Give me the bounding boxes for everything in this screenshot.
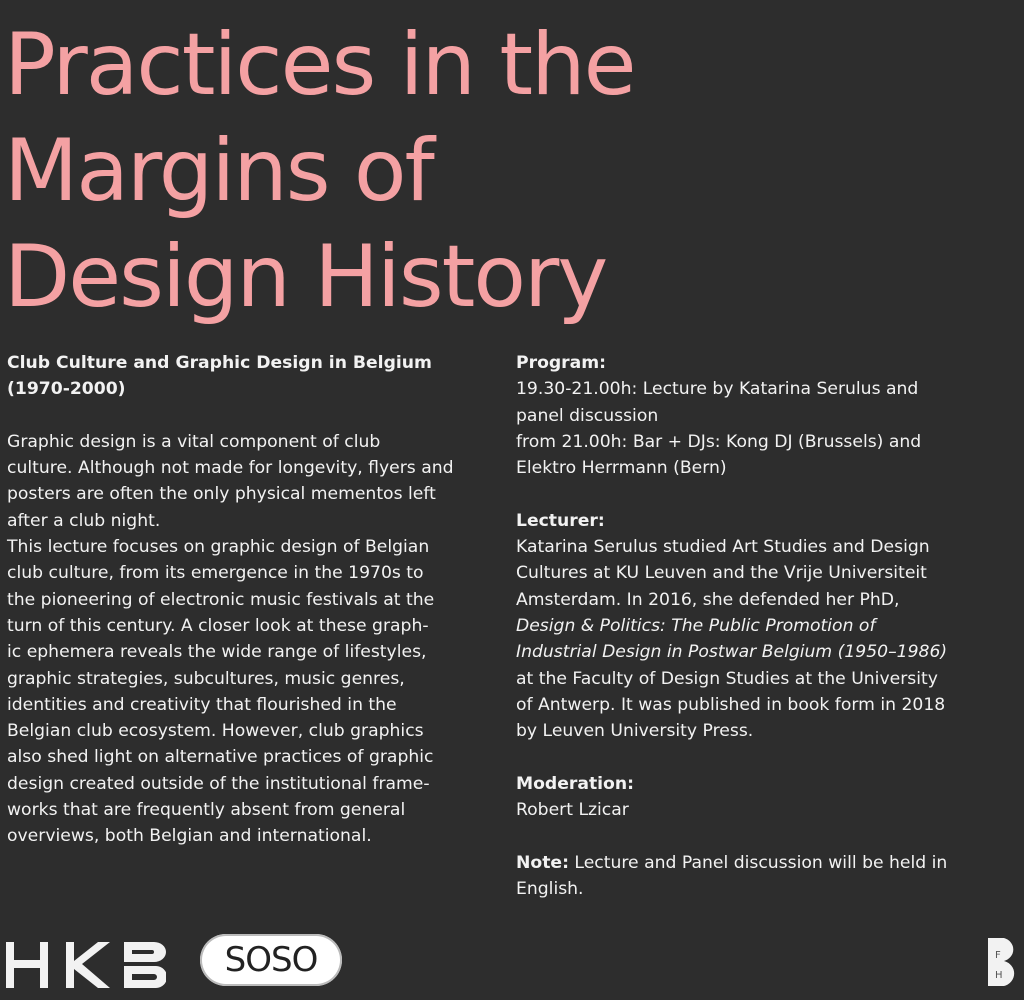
description-column — [7, 350, 499, 850]
text-line: the pioneering of electronic music festivals at the — [7, 589, 435, 610]
thesis-title-line: Design & Politics: The Public Promotion of — [516, 615, 876, 636]
text-line: graphic strategies, subcultures, music genres, — [7, 668, 405, 689]
note-text-line-2: English. — [516, 878, 584, 899]
text-line: Elektro Herrmann (Bern) — [516, 458, 727, 479]
text-line: Amsterdam. In 2016, she defended her PhD, — [516, 589, 900, 610]
text-line: also shed light on alternative practices of graphic — [7, 747, 434, 768]
note-label: Note: — [516, 852, 569, 873]
subtitle-line-1: Club Culture and Graphic Design in Belgium — [7, 353, 432, 373]
moderator-name: Robert Lzicar — [516, 800, 629, 821]
text-line: identities and creativity that flourished in the — [7, 694, 397, 715]
thesis-title-line: Industrial Design in Postwar Belgium (1950–1986) — [516, 642, 948, 663]
subtitle-line-2: (1970-2000) — [7, 379, 126, 400]
note — [516, 850, 1006, 903]
text-line: at the Faculty of Design Studies at the University — [516, 668, 938, 689]
text-line: 19.30-21.00h: Lecture by Katarina Serulus and — [516, 379, 919, 400]
text-line: overviews, both Belgian and international. — [7, 826, 372, 847]
text-line: of Antwerp. It was published in book form in 2018 — [516, 694, 946, 715]
title-line-2: Margins of — [4, 121, 433, 221]
lecture-subtitle — [7, 350, 499, 403]
lecturer-bio — [516, 534, 1006, 744]
text-line: design created outside of the institutional frame- — [7, 773, 430, 794]
title-line-3: Design History — [4, 227, 607, 327]
text-line: turn of this century. A closer look at these graph- — [7, 615, 429, 636]
text-line: from 21.00h: Bar + DJs: Kong DJ (Brussels) and — [516, 431, 922, 452]
text-line: works that are frequently absent from general — [7, 800, 406, 821]
moderation-label: Moderation: — [516, 773, 634, 794]
soso-logo: SOSO — [200, 934, 342, 986]
text-line: ic ephemera reveals the wide range of lifestyles, — [7, 642, 427, 663]
focus-paragraph — [7, 534, 499, 850]
bfh-letter-f: F — [995, 950, 1001, 961]
bfh-logo-icon — [986, 938, 1018, 986]
title-line-1: Practices in the — [4, 15, 635, 115]
note-text: Lecture and Panel discussion will be held in — [568, 852, 948, 873]
text-line: after a club night. — [7, 510, 161, 531]
bfh-letter-h: H — [995, 970, 1003, 981]
text-line: posters are often the only physical mementos left — [7, 484, 436, 505]
lecturer-label: Lecturer: — [516, 510, 605, 531]
page-title — [4, 12, 1004, 330]
text-line: Graphic design is a vital component of club — [7, 431, 381, 452]
details-column — [516, 350, 1006, 902]
text-line: culture. Although not made for longevity, flyers and — [7, 458, 454, 479]
intro-paragraph — [7, 429, 499, 534]
text-line: Cultures at KU Leuven and the Vrije Universiteit — [516, 563, 927, 584]
text-line: Katarina Serulus studied Art Studies and Design — [516, 537, 930, 558]
program-label: Program: — [516, 353, 607, 373]
text-line: club culture, from its emergence in the 1970s to — [7, 563, 424, 584]
hkb-logo-icon — [6, 942, 166, 988]
program-text — [516, 376, 1006, 481]
text-line: Belgian club ecosystem. However, club graphics — [7, 721, 424, 742]
text-line: by Leuven University Press. — [516, 721, 754, 742]
text-line: This lecture focuses on graphic design of Belgian — [7, 537, 430, 558]
text-line: panel discussion — [516, 405, 659, 426]
